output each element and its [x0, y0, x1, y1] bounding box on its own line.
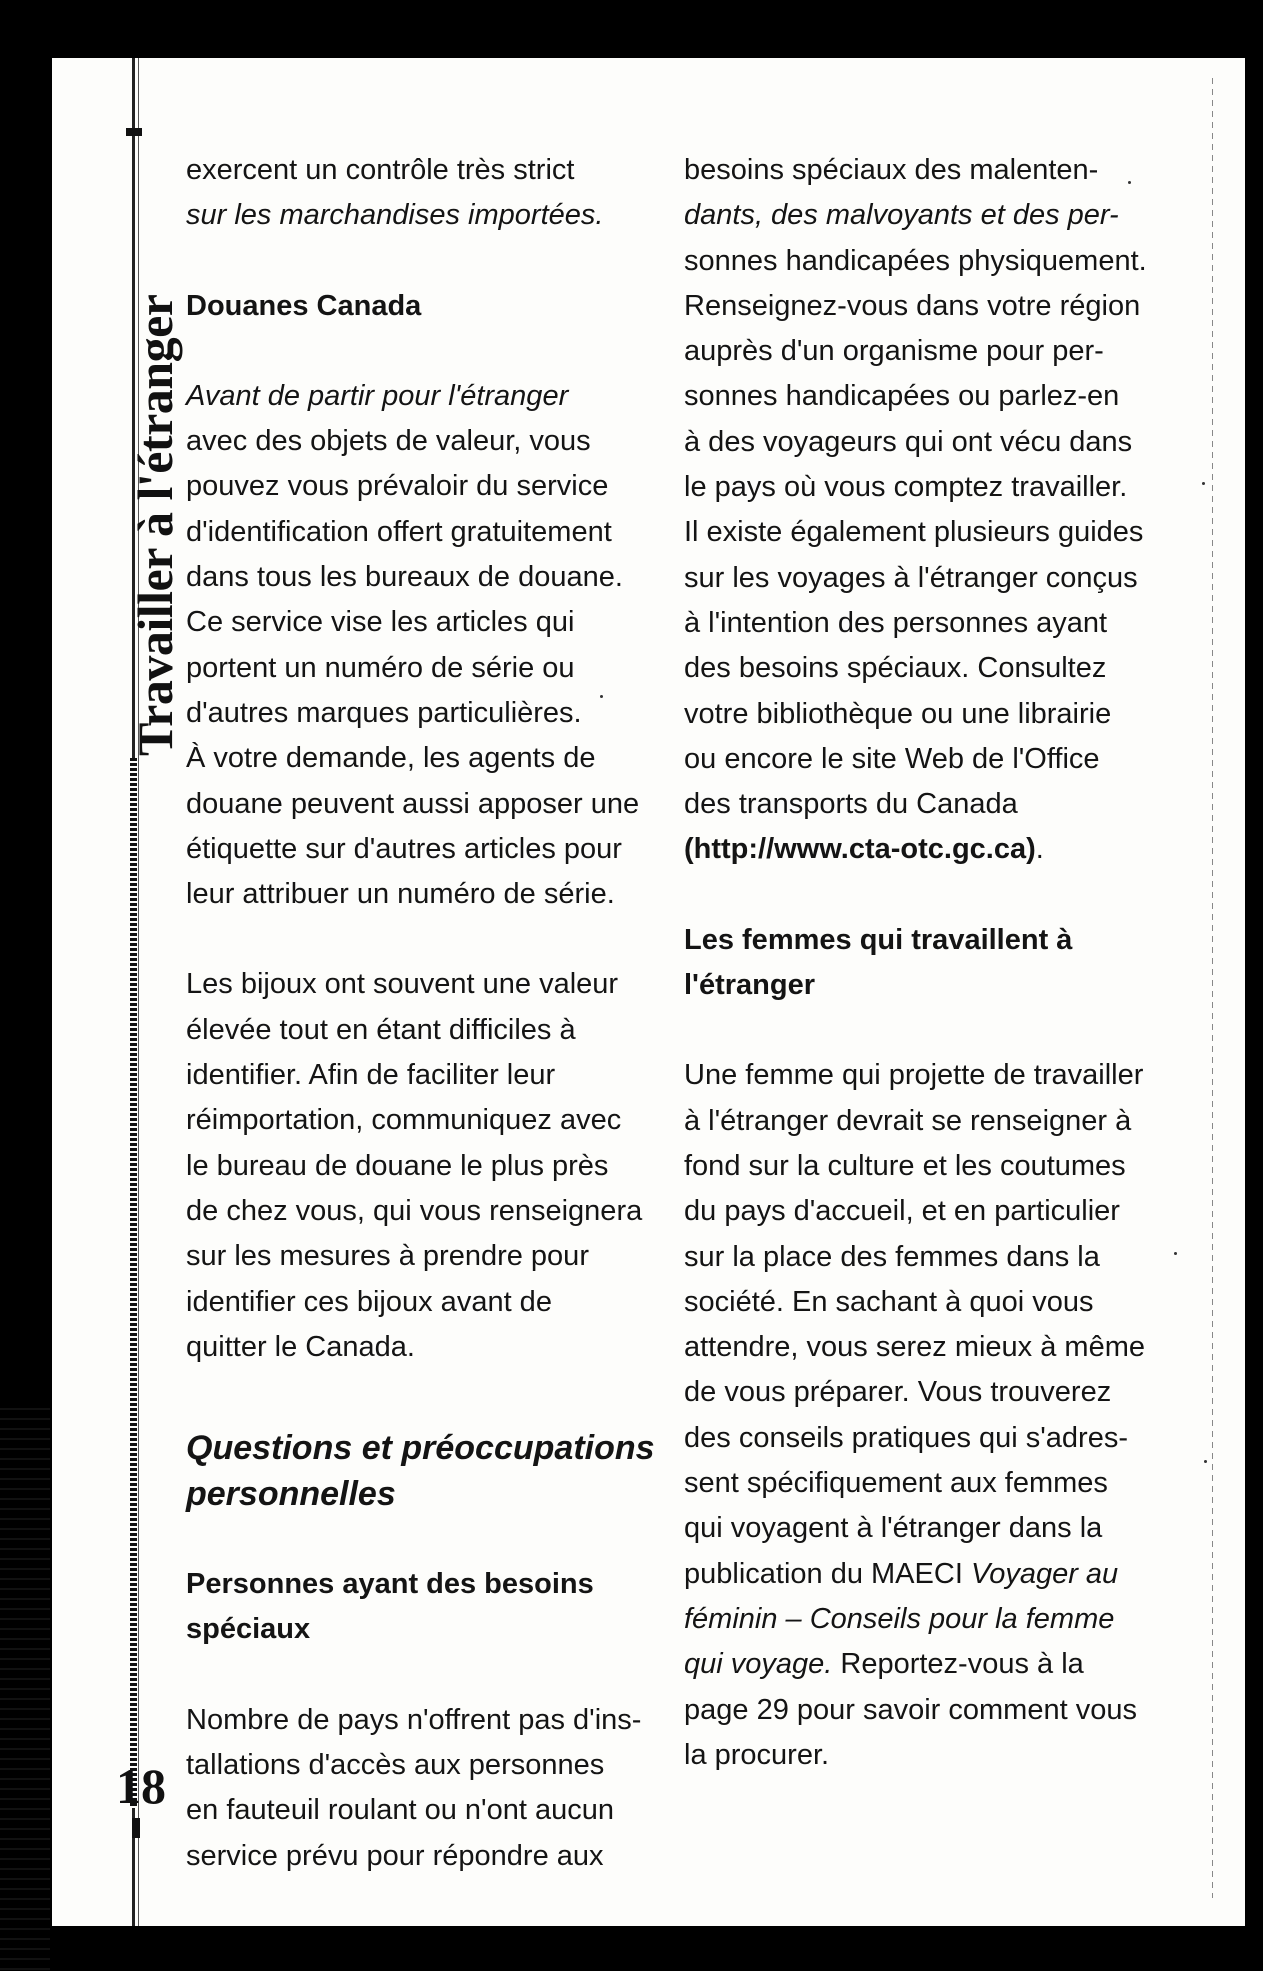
- paragraph-besoins: [186, 1698, 656, 1879]
- text-line: avec des objets de valeur, vous: [186, 425, 591, 458]
- text-line: ou encore le site Web de l'Office: [684, 742, 1100, 775]
- text-line: du pays d'accueil, et en particulier: [684, 1195, 1120, 1228]
- text-line: À votre demande, les agents de: [186, 742, 596, 775]
- text-line: Nombre de pays n'offrent pas d'ins-: [186, 1703, 642, 1736]
- text-line: votre bibliothèque ou une librairie: [684, 697, 1112, 730]
- text-line: réimportation, communiquez avec: [186, 1104, 622, 1137]
- text-line: sur la place des femmes dans la: [684, 1240, 1100, 1273]
- running-title-container: [118, 136, 192, 756]
- text-line: portent un numéro de série ou: [186, 651, 575, 684]
- scan-edge-noise: [0, 1400, 50, 1971]
- text-line: élevée tout en étant difficiles à: [186, 1013, 576, 1046]
- scan-speck: [1128, 181, 1131, 184]
- publication-title: Voyager au: [970, 1557, 1119, 1590]
- publication-title: qui voyage.: [684, 1648, 833, 1681]
- left-column: [186, 148, 656, 1879]
- document-page: [52, 58, 1245, 1926]
- scan-speck: [1174, 1252, 1177, 1255]
- text-line: Questions et préoccupations: [186, 1429, 655, 1468]
- paragraph-femmes: [684, 1053, 1184, 1778]
- paragraph-besoins-continued: [684, 148, 1184, 873]
- text-line: Ce service vise les articles qui: [186, 606, 575, 639]
- scan-speck: [1204, 1460, 1207, 1463]
- text-line: besoins spéciaux des malenten-: [684, 154, 1099, 186]
- text-line: personnelles: [186, 1475, 396, 1514]
- text-line: de vous préparer. Vous trouverez: [684, 1376, 1112, 1409]
- text-line: sur les voyages à l'étranger conçus: [684, 561, 1138, 594]
- text-line: tallations d'accès aux personnes: [186, 1749, 605, 1782]
- text-line: identifier. Afin de faciliter leur: [186, 1059, 556, 1092]
- text-line: en fauteuil roulant ou n'ont aucun: [186, 1794, 614, 1827]
- text-line: Renseignez-vous dans votre région: [684, 289, 1141, 322]
- paragraph-bijoux: [186, 962, 656, 1370]
- intro-paragraph: [186, 148, 656, 239]
- text-line: sur les marchandises importées.: [186, 199, 604, 232]
- text-line: pouvez vous prévaloir du service: [186, 470, 609, 503]
- text-line: le bureau de douane le plus près: [186, 1149, 609, 1182]
- text-line: société. En sachant à quoi vous: [684, 1285, 1094, 1318]
- text-line: douane peuvent aussi apposer une: [186, 787, 640, 820]
- text-line: à des voyageurs qui ont vécu dans: [684, 425, 1133, 458]
- text-line: attendre, vous serez mieux à même: [684, 1331, 1145, 1364]
- text-line: des conseils pratiques qui s'adres-: [684, 1421, 1128, 1454]
- text-line: à l'étranger devrait se renseigner à: [684, 1104, 1132, 1137]
- text-line: des transports du Canada: [684, 788, 1018, 821]
- text-line: fond sur la culture et les coutumes: [684, 1149, 1126, 1182]
- text-line: dants, des malvoyants et des per-: [684, 199, 1119, 232]
- page-number-rule: [132, 1818, 140, 1838]
- text-line: d'autres marques particulières.: [186, 696, 582, 729]
- text-line: leur attribuer un numéro de série.: [186, 878, 615, 911]
- url-period: .: [1035, 833, 1044, 866]
- page-number: 18: [116, 1758, 166, 1814]
- page-edge: [1212, 78, 1213, 1898]
- paragraph-douanes: [186, 374, 656, 918]
- text-line: quitter le Canada.: [186, 1330, 415, 1363]
- text-line: exercent un contrôle très strict: [186, 154, 575, 186]
- text-line: sonnes handicapées physiquement.: [684, 244, 1147, 277]
- text-line: identifier ces bijoux avant de: [186, 1285, 552, 1318]
- text-line: publication du MAECI: [684, 1557, 971, 1590]
- text-line: Avant de partir pour l'étranger: [186, 379, 569, 412]
- scan-speck: [600, 695, 603, 698]
- text-line: la procurer.: [684, 1738, 830, 1771]
- text-line: qui voyagent à l'étranger dans la: [684, 1512, 1103, 1545]
- text-line: sent spécifiquement aux femmes: [684, 1467, 1108, 1500]
- text-line: auprès d'un organisme pour per-: [684, 335, 1104, 368]
- text-line: Il existe également plusieurs guides: [684, 516, 1144, 549]
- heading-douanes-canada: Douanes Canada: [186, 289, 422, 322]
- text-line: Les bijoux ont souvent une valeur: [186, 968, 619, 1001]
- section-title-questions: [186, 1425, 656, 1517]
- text-line: service prévu pour répondre aux: [186, 1839, 604, 1872]
- text-line: l'étranger: [684, 969, 815, 1002]
- heading-besoins-speciaux: [186, 1562, 656, 1653]
- text-line: d'identification offert gratuitement: [186, 515, 612, 548]
- running-title-cap: [126, 128, 142, 136]
- text-line: sur les mesures à prendre pour: [186, 1240, 589, 1273]
- scan-speck: [1202, 482, 1205, 485]
- running-title-rule: [130, 758, 137, 1808]
- heading-femmes-etranger: [684, 918, 1184, 1009]
- text-line: Personnes ayant des besoins: [186, 1568, 594, 1601]
- text-line: dans tous les bureaux de douane.: [186, 561, 623, 594]
- text-line: étiquette sur d'autres articles pour: [186, 832, 622, 865]
- running-title: Travailler à l'étranger: [127, 294, 183, 756]
- text-line: spéciaux: [186, 1613, 311, 1646]
- website-url: (http://www.cta-otc.gc.ca): [684, 833, 1036, 866]
- text-line: Les femmes qui travaillent à: [684, 923, 1073, 956]
- right-column: [684, 148, 1184, 1778]
- text-line: Une femme qui projette de travailler: [684, 1059, 1144, 1092]
- text-line: page 29 pour savoir comment vous: [684, 1693, 1137, 1726]
- text-line: des besoins spéciaux. Consultez: [684, 652, 1107, 685]
- text-line: le pays où vous comptez travailler.: [684, 471, 1128, 504]
- text-line: à l'intention des personnes ayant: [684, 606, 1108, 639]
- text-line: de chez vous, qui vous renseignera: [186, 1194, 643, 1227]
- publication-title: féminin – Conseils pour la femme: [684, 1602, 1115, 1635]
- scan-border: [0, 0, 1263, 58]
- text-line: sonnes handicapées ou parlez-en: [684, 380, 1120, 413]
- text-line: Reportez-vous à la: [832, 1648, 1084, 1681]
